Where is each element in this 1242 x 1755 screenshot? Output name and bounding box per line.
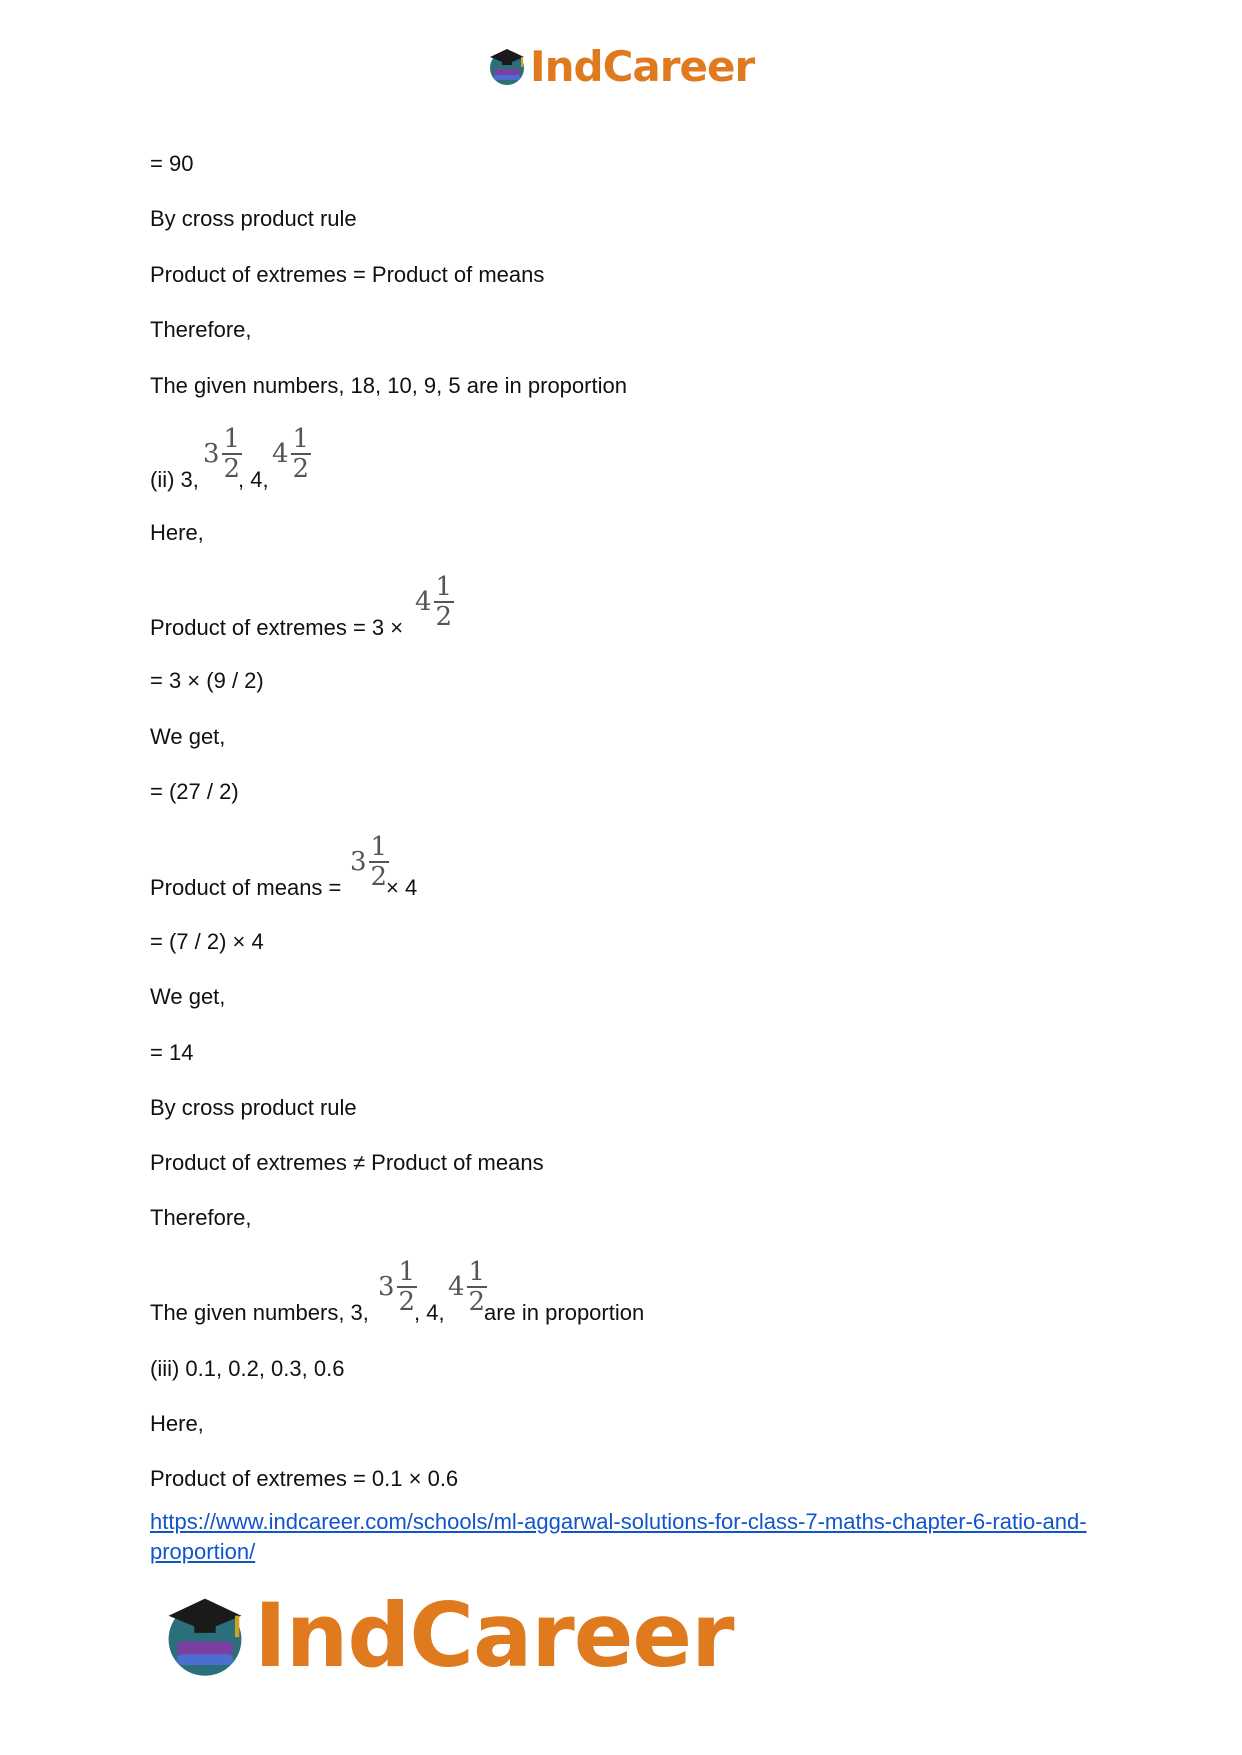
times-four-text: × 4 — [386, 875, 418, 900]
text-line: Product of extremes = 3 × — [150, 615, 404, 640]
text-line: Here, — [150, 1411, 204, 1436]
are-in-proportion-text: are in proportion — [484, 1300, 645, 1325]
separator-text: , 4, — [238, 467, 269, 492]
mixed-number-3-1-2: 3 $\frac{1}{2}$ — [203, 424, 241, 484]
text-line: Product of extremes ≠ Product of means — [150, 1150, 544, 1175]
text-line: (iii) 0.1, 0.2, 0.3, 0.6 — [150, 1356, 345, 1381]
text-line: The given numbers, 18, 10, 9, 5 are in proportion — [150, 373, 627, 398]
separator-text: , 4, — [414, 1300, 445, 1325]
text-line: = 3 × (9 / 2) — [150, 668, 264, 693]
header-logo-text: IndCareer — [530, 41, 755, 91]
text-line: Therefore, — [150, 317, 252, 342]
graduation-book-icon — [486, 45, 528, 87]
text-line: = 90 — [150, 151, 194, 176]
question-ii-prefix: (ii) 3, — [150, 467, 199, 492]
mixed-number-4-1-2: 4 $\frac{1}{2}$ — [272, 424, 310, 484]
text-line: Here, — [150, 520, 204, 545]
text-line: = (27 / 2) — [150, 779, 239, 804]
text-line: By cross product rule — [150, 206, 357, 231]
header-logo — [486, 40, 754, 92]
graduation-book-icon — [160, 1590, 250, 1680]
footer-logo — [160, 1585, 734, 1685]
text-line: Product of extremes = 0.1 × 0.6 — [150, 1466, 459, 1491]
text-line: Product of extremes = Product of means — [150, 262, 545, 287]
text-line: = (7 / 2) × 4 — [150, 929, 264, 954]
text-line: = 14 — [150, 1040, 194, 1065]
footer-logo-text: IndCareer — [254, 1583, 734, 1687]
question-ii-line — [150, 467, 199, 493]
text-line: Therefore, — [150, 1205, 252, 1230]
mixed-number-4-1-2: 4 $\frac{1}{2}$ — [448, 1257, 486, 1317]
text-line: Product of means = — [150, 875, 342, 900]
text-line: We get, — [150, 724, 226, 749]
mixed-number-3-1-2: 3 $\frac{1}{2}$ — [378, 1257, 416, 1317]
mixed-number-4-1-2: 4 $\frac{1}{2}$ — [415, 572, 453, 632]
text-line: We get, — [150, 984, 226, 1009]
source-url-link[interactable]: https://www.indcareer.com/schools/ml-aggarwal-solutions-for-class-7-maths-chapter-6-ratio-and-proportion/ — [150, 1509, 1087, 1564]
mixed-number-3-1-2: 3 $\frac{1}{2}$ — [350, 832, 388, 892]
text-line: By cross product rule — [150, 1095, 357, 1120]
text-line: The given numbers, 3, — [150, 1300, 369, 1325]
